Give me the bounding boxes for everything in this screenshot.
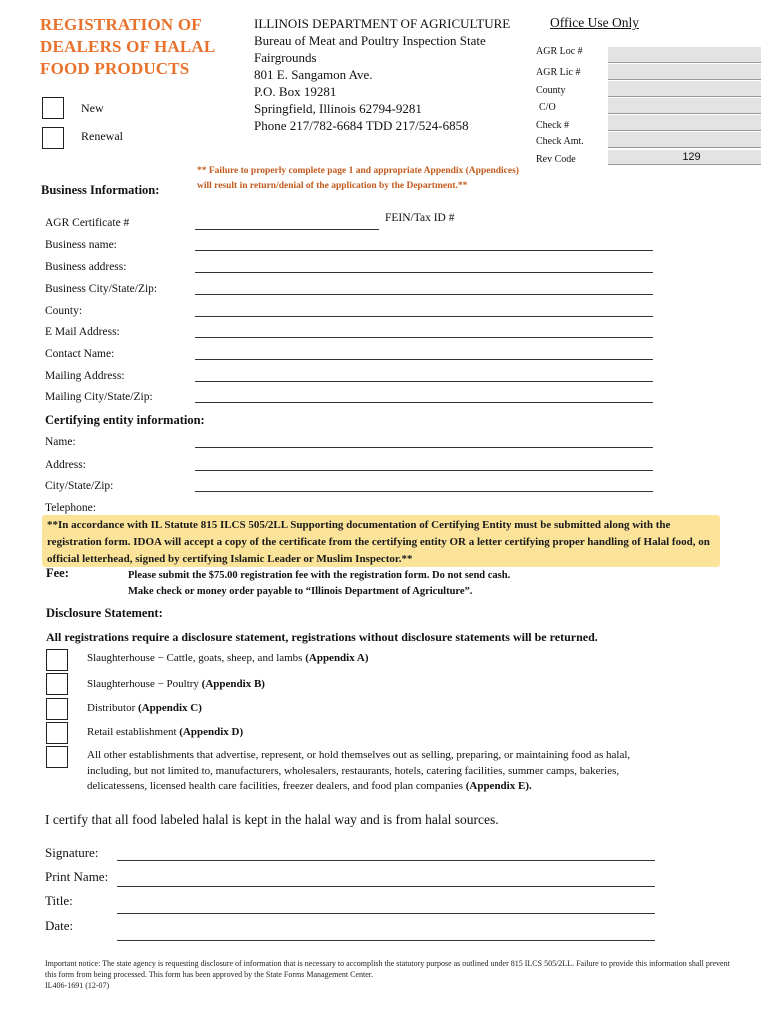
business-name-label: Business name: [45, 239, 117, 251]
item-text: Slaughterhouse − Cattle, goats, sheep, and lambs [87, 652, 306, 664]
department-address [254, 15, 510, 134]
item-text: Slaughterhouse − Poultry [87, 678, 202, 690]
renewal-label: Renewal [81, 129, 123, 143]
agr-certificate-label: AGR Certificate # [45, 217, 130, 229]
agr-certificate-input[interactable] [195, 229, 379, 230]
office-field-label: AGR Lic # [536, 67, 581, 78]
appendix-d-checkbox[interactable] [46, 722, 68, 744]
renewal-checkbox[interactable] [42, 127, 64, 149]
certify-statement: I certify that all food labeled halal is kept in the halal way and is from halal sources. [45, 812, 499, 827]
form-title-line-3: FOOD PRODUCTS [40, 59, 190, 78]
statute-note: **In accordance with IL Statute 815 ILCS 505/2LL Supporting documentation of Certifying Entity must be submitted along with the registration form. IDOA will accept a copy of the certificate from the certifying entity OR a letter certifying proper handling of Halal food, on official letterhead, signed by certifying Islamic Leader or Muslim Inspector.** [47, 519, 710, 565]
office-field-label: Check Amt. [536, 136, 584, 147]
new-label: New [81, 101, 104, 115]
form-number: IL406-1691 (12-07) [45, 981, 110, 990]
mailing-city-label: Mailing City/State/Zip: [45, 391, 153, 403]
appendix-a-checkbox[interactable] [46, 649, 68, 671]
county-input[interactable] [195, 316, 653, 317]
disclosure-item-b [87, 678, 265, 690]
co-field[interactable] [608, 98, 761, 114]
title-label: Title: [45, 893, 73, 908]
email-label: E Mail Address: [45, 326, 120, 338]
mailing-address-label: Mailing Address: [45, 370, 125, 382]
form-title-line-1: REGISTRATION OF [40, 15, 202, 34]
date-label: Date: [45, 918, 74, 933]
fee-label: Fee: [46, 566, 69, 580]
check-amount-field[interactable] [608, 132, 761, 148]
business-address-input[interactable] [195, 272, 653, 273]
department-phone: Phone 217/782-6684 TDD 217/524-6858 [254, 118, 469, 133]
county-label: County: [45, 305, 83, 317]
certifying-entity-heading: Certifying entity information: [45, 413, 205, 427]
appendix-ref: (Appendix E). [465, 780, 532, 792]
rev-code-field[interactable]: 129 [608, 150, 761, 165]
appendix-e-checkbox[interactable] [46, 746, 68, 768]
disclosure-item-c [87, 702, 202, 714]
business-info-heading: Business Information: [41, 183, 160, 197]
item-text: Distributor [87, 702, 139, 714]
failure-warning: ** Failure to properly complete page 1 and appropriate Appendix (Appendices) will result in return/denial of the application by the Department.** [197, 166, 519, 191]
appendix-ref: (Appendix B) [201, 678, 265, 690]
form-title-line-2: DEALERS OF HALAL [40, 37, 216, 56]
certifying-city-input[interactable] [195, 491, 653, 492]
department-line: Fairgrounds [254, 50, 317, 65]
appendix-ref: (Appendix D) [179, 726, 244, 738]
disclosure-subheading: All registrations require a disclosure statement, registrations without disclosure statements will be returned. [46, 630, 598, 644]
office-field-label: AGR Loc # [536, 46, 583, 57]
signature-label: Signature: [45, 845, 99, 860]
email-input[interactable] [195, 337, 653, 338]
mailing-city-input[interactable] [195, 402, 653, 403]
certifying-address-label: Address: [45, 459, 86, 471]
form-title [40, 14, 215, 80]
contact-name-label: Contact Name: [45, 348, 115, 360]
certifying-telephone-label: Telephone: [45, 502, 96, 514]
disclosure-heading: Disclosure Statement: [46, 606, 163, 620]
business-name-input[interactable] [195, 250, 653, 251]
business-city-label: Business City/State/Zip: [45, 283, 158, 295]
certifying-address-input[interactable] [195, 470, 653, 471]
fein-label: FEIN/Tax ID # [385, 212, 455, 224]
office-field-label: County [536, 85, 566, 96]
office-field-label: C/O [539, 102, 556, 113]
fee-instructions [128, 568, 510, 600]
disclosure-item-d [87, 726, 243, 738]
certifying-city-label: City/State/Zip: [45, 480, 114, 492]
office-field-label: Rev Code [536, 154, 576, 165]
department-line: 801 E. Sangamon Ave. [254, 67, 373, 82]
county-office-field[interactable] [608, 81, 761, 97]
item-text: All other establishments that advertise, represent, or hold themselves out as selling, preparing, or maintaining food as halal, including, but not limited to, manufacturers, wholesalers, restaurants, hotels, catering facilities, summer camps, bakeries, delicatessens, licensed health care facilities, freezer dealers, and food plan companies [87, 749, 631, 792]
date-input[interactable] [117, 940, 655, 941]
print-name-input[interactable] [117, 886, 655, 887]
department-line: P.O. Box 19281 [254, 84, 337, 99]
check-number-field[interactable] [608, 115, 761, 131]
department-name: ILLINOIS DEPARTMENT OF AGRICULTURE [254, 16, 511, 31]
certifying-name-label: Name: [45, 436, 76, 448]
office-use-title: Office Use Only [550, 15, 639, 30]
business-city-input[interactable] [195, 294, 653, 295]
fee-line-2: Make check or money order payable to “Illinois Department of Agriculture”. [128, 586, 473, 597]
department-line: Bureau of Meat and Poultry Inspection State [254, 33, 486, 48]
item-text: Retail establishment [87, 726, 180, 738]
contact-name-input[interactable] [195, 359, 653, 360]
business-address-label: Business address: [45, 261, 127, 273]
disclosure-item-a [87, 652, 369, 664]
agr-loc-field[interactable] [608, 47, 761, 63]
title-input[interactable] [117, 913, 655, 914]
important-notice: Important notice: The state agency is requesting disclosure of information that is necessary to accomplish the statutory purpose as outlined under 815 ILCS 505/2LL. Failure to provide this information shall prevent this form from being processed. This form has been approved by the State Forms Management Center. [45, 959, 730, 979]
office-field-label: Check # [536, 120, 570, 131]
department-line: Springfield, Illinois 62794-9281 [254, 101, 422, 116]
print-name-label: Print Name: [45, 869, 109, 884]
signature-input[interactable] [117, 860, 655, 861]
new-checkbox[interactable] [42, 97, 64, 119]
appendix-ref: (Appendix A) [305, 652, 369, 664]
appendix-b-checkbox[interactable] [46, 673, 68, 695]
agr-lic-field[interactable] [608, 64, 761, 80]
fee-line-1: Please submit the $75.00 registration fee with the registration form. Do not send cash. [128, 570, 511, 581]
footer-notice [45, 958, 735, 991]
appendix-c-checkbox[interactable] [46, 698, 68, 720]
disclosure-item-e [87, 748, 662, 795]
appendix-ref: (Appendix C) [138, 702, 202, 714]
mailing-address-input[interactable] [195, 381, 653, 382]
certifying-name-input[interactable] [195, 447, 653, 448]
